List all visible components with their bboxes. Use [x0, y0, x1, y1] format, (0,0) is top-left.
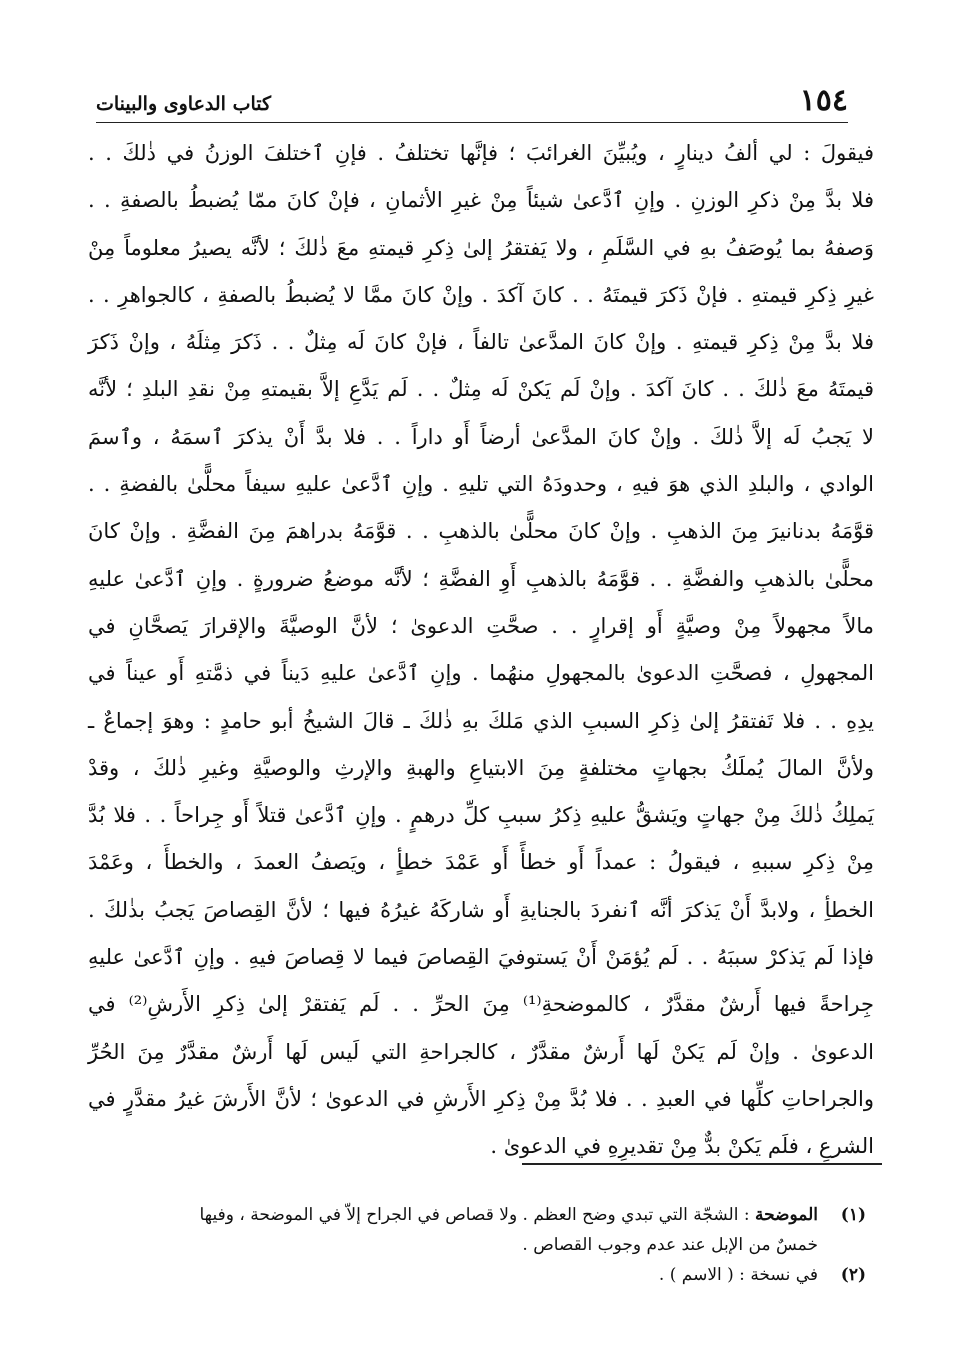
text-line: فإذا لَم يَذكرْ سببَهُ . . لَم يُؤمَنْ أَنْ يَستوفيَ القِصاصَ فيما لا قِصاصَ فيهِ . وإنِ ٱدَّعىٰ عليهِ	[88, 945, 874, 970]
footnote-2	[100, 1260, 866, 1290]
text-line: الخطأِ ، ولابدَّ أَنْ يَذكرَ أنَّه ٱنفردَ بالجنايةِ أَو شاركَهُ غيرُهُ فيها ؛ لأنَّ القِصاصَ يَجبُ بذٰلكَ .	[88, 897, 874, 922]
text-line: الدعوىٰ . وإنْ لَم يَكنْ لَها أَرشٌ مقدَّرٌ ، كالجراحةِ التي لَيس لَها أَرشٌ مقدَّرٌ مِنَ الحُرِّ	[88, 1039, 874, 1064]
footnote-term: الموضحة	[754, 1205, 818, 1225]
text-line: قوَّمَهُ بدنانيرَ مِنَ الذهبِ . وإنْ كانَ محلًّىٰ بالذهبِ . . قوَّمَهُ بدراهمَ مِنَ الفضَّةِ . وإنْ كانَ	[88, 519, 874, 544]
text-line: لا يَجبُ لَه إلاَّ ذٰلكَ . وإنْ كانَ المدَّعىٰ أرضاً أَو داراً . . فلا بدَّ أَنْ يذكرَ ٱسمَهُ ، وٱسمَ	[88, 424, 874, 449]
footnote-1	[100, 1200, 866, 1230]
text-line: غيرِ ذِكرِ قيمتهِ . فإنْ ذَكرَ قيمتَهُ . . كانَ آكدَ . وإنْ كانَ ممَّا لا يُضبطُ بالصفةِ ، كالجواهرِ . .	[88, 282, 874, 307]
text-line: والجراحاتِ كلِّها في العبدِ . . فلا بُدَّ مِنْ ذِكرِ الأَرشِ في الدعوىٰ ؛ لأنَّ الأَرشَ غيرُ مقدَّرٍ في	[88, 1086, 874, 1111]
footnote-text: : الشجّة التي تبدي وضح العظم . ولا قصاص في الجراح إلاّ في الموضحة ، وفيها	[199, 1205, 750, 1225]
text-line: الوادي ، والبلدِ الذي هوَ فيهِ ، وحدودَهُ التي تليهِ . وإنِ ٱدَّعىٰ عليهِ سيفاً محلًّىٰ بالفضةِ . .	[88, 472, 874, 497]
footnote-number: (٢)	[840, 1265, 866, 1285]
text-line: فيقولَ : لي ألفُ دينارٍ ، ويُبيِّنَ الغرائبَ ؛ فإنَّها تختلفُ . فإنِ ٱختلفَ الوزنُ في ذٰلكَ . .	[88, 141, 874, 165]
main-text	[88, 130, 874, 1171]
page-number: ١٥٤	[799, 83, 848, 118]
text-line: مِنْ ذِكرِ سببهِ ، فيقولُ : عمداً أَو خطأً أَو عَمْدَ خطأٍ ، ويَصفُ العمدَ ، والخطأَ ، وعَمْدَ	[88, 850, 874, 875]
text-line: يدِهِ . . فلا تَفتقرُ إلىٰ ذِكرِ السببِ الذي مَلكَ بهِ ذٰلكَ ـ قالَ الشيخُ أبو حامدٍ : وهوَ إجماعٌ ـ	[88, 708, 874, 733]
text-line: الشرعِ ، فلَم يَكنْ بدٌّ مِنْ تقديرِهِ في الدعوىٰ .	[490, 1134, 874, 1159]
text-line: محلًّىٰ بالذهبِ والفضَّةِ . . قوَّمَهُ بالذهبِ أَوِ الفضَّةِ ؛ لأنَّه موضعُ ضرورةٍ . وإنِ ٱدَّعىٰ عليهِ	[88, 566, 874, 591]
text-line: المجهولِ ، فصحَّتِ الدعوىٰ بالمجهولِ منهُما . وإنِ ٱدَّعىٰ عليهِ دَيناً في ذمَّتهِ أَو عيناً في	[88, 661, 874, 686]
footnote-number: (١)	[840, 1205, 866, 1225]
footnote-body	[100, 1200, 818, 1230]
text-line: فلا بدَّ مِنْ ذِكرِ قيمتهِ . وإنْ كانَ المدَّعىٰ تالفاً ، فإنْ كانَ لَه مِثلٌ . . ذَكرَ مِثلَهُ ، وإنْ ذَكرَ	[88, 330, 874, 355]
footnote-continuation: خمسٌ من الإبل عند عدم وجوب القصاص .	[522, 1235, 818, 1255]
text-line: وَصفهُ بما يُوصَفُ بهِ في السَّلَمِ ، ولا يَفتقرُ إلىٰ ذِكرِ قيمتهِ معَ ذٰلكَ ؛ لأنَّه يصيرُ معلوماً مِنْ	[88, 235, 874, 260]
text-line: يَملِكُ ذٰلكَ مِنْ جهاتٍ ويَشقُّ عليهِ ذِكرُ سببِ كلِّ درهمٍ . وإنِ ٱدَّعىٰ قتلاً أَو جِراحاً . . فلا بُدَّ	[88, 803, 874, 828]
page-header	[96, 82, 848, 123]
footnote-divider	[522, 1163, 882, 1165]
text-line: قيمتَهُ معَ ذٰلكَ . . كانَ آكدَ . وإنْ لَم يَكنْ لَه مِثلٌ . . لَم يَدَّعِ إلاَّ بقيمتهِ مِنْ نقدِ البلدِ ؛ لأنَّه	[88, 377, 875, 402]
text-line: جِراحةً فيها أَرشٌ مقدَّرٌ ، كالموضحةِ⁽¹⁾ مِنَ الحرِّ . . لَم يَفتقرْ إلىٰ ذِكرِ الأَرشِ⁽²⁾ في	[88, 992, 874, 1017]
text-line: مالاً مجهولاً مِنْ وصيَّةٍ أَو إقرارٍ . . صحَّتِ الدعوىٰ ؛ لأنَّ الوصيَّةَ والإقرارَ يَصحَّانِ في	[88, 613, 874, 638]
text-line: فلا بدَّ مِنْ ذكرِ الوزنِ . وإنِ ٱدَّعىٰ شيئاً مِنْ غيرِ الأثمانِ ، فإنْ كانَ ممّا يُضبطُ بالصفةِ . .	[88, 188, 874, 213]
text-line: ولأنَّ المالَ يُملَكُ بجهاتٍ مختلفةٍ مِنَ الابتياعِ والهبةِ والإرثِ والوصيَّةِ وغيرِ ذٰلكَ ، وقدْ	[88, 755, 874, 780]
running-title: كتاب الدعاوى والبينات	[96, 93, 272, 115]
footnotes	[100, 1200, 866, 1290]
footnote-text: في نسخة : ( الاسم ) .	[658, 1265, 818, 1285]
